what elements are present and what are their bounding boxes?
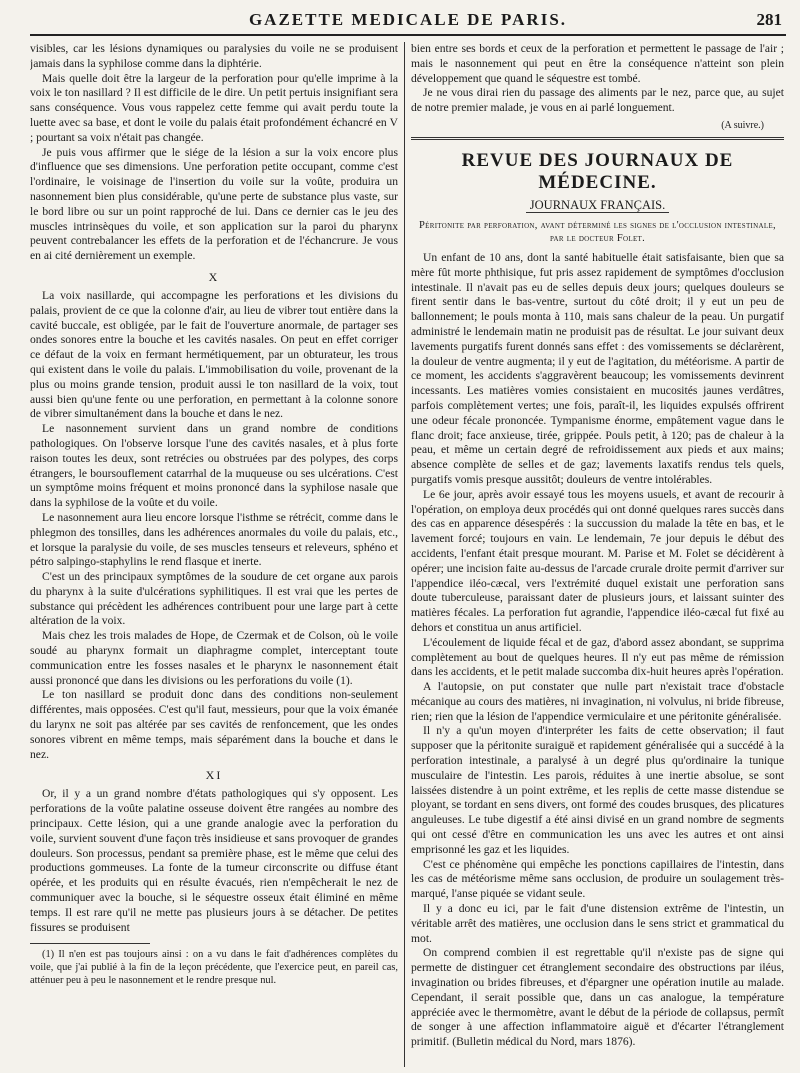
paragraph: Il y a donc eu ici, par le fait d'une distension extrême de l'intestin, un véritable arrêt des matières, une occlusion dans le sens strict et grammatical du mot. <box>411 902 784 945</box>
subsection-heading <box>411 198 784 213</box>
journal-title: GAZETTE MEDICALE DE PARIS. <box>248 10 568 29</box>
paragraph: Or, il y a un grand nombre d'états pathologiques qui s'y opposent. Les perforations de la voûte palatine osseuse doivent être rangées au nombre des principaux. Cette lésion, qui a une grande analogie avec la perforation du voile, survient souvent d'une façon très insidieuse et sans provoquer de grandes douleurs. Son processus, pendant sa première phase, est le même que celui des productions gommeuses. La fonte de la tumeur circonscrite ou diffuse étant opérée, et les produits qui en résulte évacués, rien n'empêcherait le nez de communiquer avec la bouche, si le séquestre osseux était éliminé en même temps. Il est rare qu'il ne mette pas plusieurs jours à se détacher. De petites fissures se produisent <box>30 787 398 934</box>
paragraph: Il n'y a qu'un moyen d'interpréter les faits de cette observation; il faut supposer que la péritonite suraiguë et rapidement généralisée qui a succédé à la perforation intestinale, a paralysé à un degré plus qu'ordinaire la tunique musculaire de l'intestin. Les parois, réduites à une inertie absolue, se sont laissées distendre à un point extrême, et les replis de cette masse distendue se ployant, se tordant en sens divers, ont formé des coudes brusques, des plicatures anguleuses. Le tube digestif a été ainsi divisé en un grand nombre de segments qui ont cessé d'être en communication les uns avec les autres et ont ainsi emprisonné les gaz et les liquides. <box>411 724 784 856</box>
section-number: XI <box>205 768 223 783</box>
paragraph: Le ton nasillard se produit donc dans des conditions non-seulement différentes, mais opposées. C'est qu'il faut, messieurs, pour que la voix émanée du larynx ne soit pas altérée par ses cavités de renfoncement, que les ondes sonores vibrent en même temps, mais séparément dans la bouche et dans le nez. <box>30 688 398 761</box>
article-title: Péritonite par perforation, avant déterminé les signes de l'occlusion intestinale, par le docteur Folet. <box>419 219 776 244</box>
paragraph: Un enfant de 10 ans, dont la santé habituelle était satisfaisante, bien que sa mère fût morte phthisique, fut pris assez rapidement de symptômes d'occlusion intestinale. Il n'avait pas eu de selles depuis deux jours; quelques douleurs se firent sentir dans le bas-ventre, surtout du côté droit; il y eut un peu de ballonnement; le pouls monta à 110, mais sans chaleur de la peau. Un purgatif administré le lendemain matin ne produisit pas de résultat. Le jour suivant deux lavements purgatifs furent donnés sans effet : des vomissements se déclarèrent, la douleur de ventre augmenta; il y eut de l'agitation, du météorisme. A partir de ce moment, les accidents s'aggravèrent beaucoup; les vomissements devinrent incessants. Les matières vomies consistaient en mucosités jaunes verdâtres, parfois complètement vertes; une fois, paraît-il, les liquides expulsés offrirent une odeur fécale prononcée. Tympanisme énorme, empâtement vague dans le flanc droit; face anxieuse, tirée, grippée. Pouls petit, à 120; pas de chaleur à la peau, et même un certain degré de refroidissement aux pieds et aux mains; absence complète de selles et de gaz; lavements laxatifs rendus tels quels, purgatifs vomis presque aussitôt; douleurs de ventre intolérables. <box>411 250 784 486</box>
page-number: 281 <box>756 10 782 29</box>
paragraph: Je puis vous affirmer que le siége de la lésion a sur la voix encore plus d'influence que ses dimensions. Une perforation petite occupant, comme c'est l'ordinaire, le voisinage de l'insertion du voile sur la voûte, produira un nasonnement bien plus considérable, qu'une perte de substance plus vaste, sur le bord libre ou sur un point rapproché de lui. Dans ce dernier cas le jeu des muscles intrinsèques du voile, et son application sur la paroi du pharynx peuvent contrebalancer les effets de la perforation et de l'échancrure. Je vous en ai cité dernièrement un exemple. <box>30 145 398 263</box>
paragraph: visibles, car les lésions dynamiques ou paralysies du voile ne se produisent jamais dans la syphilose comme dans la diphtérie. <box>30 42 398 70</box>
paragraph: Mais quelle doit être la largeur de la perforation pour qu'elle imprime à la voix le ton nasillard ? Il est difficile de le dire. Un petit pertuis insignifiant sera sans conséquence. Vous vous rappelez cette femme qui avait perdu toute la luette avec sa base, et dont le voile du palais était profondément échancré en V ; pourtant sa voix n'était pas changée. <box>30 71 398 144</box>
paragraph: bien entre ses bords et ceux de la perforation et permettent le passage de l'air ; mais le nasonnement qui peut en être la conséquence n'atteint son plein développement que quand le séquestre est tombé. <box>411 42 784 85</box>
text-columns <box>30 42 786 1073</box>
section-divider <box>411 137 784 140</box>
page-header <box>30 8 786 36</box>
paragraph: Le 6e jour, après avoir essayé tous les moyens usuels, et avant de recourir à l'opération, on employa deux procédés qui ont donné quelques rares succès dans des cas en apparence désespérés : la succussion du malade la tête en bas, et le lavement forcé; toujours en vain. Le lendemain, 7e jour depuis le début des accidents, l'enfant était presque mourant. M. Parise et M. Folet se décidèrent à opérer; une incision faite au-dessus de l'arcade crurale droite permit d'arriver sur l'appendice iléo-cæcal, vers l'extrémité duquel existait une perforation sans doute tuberculeuse, paraissant dater de plusieurs jours, et laissant suinter des matières fécales. La perforation fut agrandie, l'appendice iléo-cæcal fut fixé au dehors et constitua un anus artificiel. <box>411 487 784 634</box>
paragraph: Je ne vous dirai rien du passage des aliments par le nez, parce que, au sujet de notre premier malade, je vous en ai parlé longuement. <box>411 86 784 115</box>
footnote-divider <box>30 943 150 944</box>
footnote: (1) Il n'en est pas toujours ainsi : on a vu dans le fait d'adhérences complètes du voile, que j'ai publié à la fin de la leçon précédente, que l'exercice peut, en pareil cas, atténuer peu à peu le nasonnement et le rendre presque nul. <box>30 949 398 987</box>
paragraph: C'est un des principaux symptômes de la soudure de cet organe aux parois du pharynx à la suite d'ulcérations syphilitiques. Il est vrai que les pertes de substance qui précèdent les adhérences contribuent pour une large part à cette altération de la voix. <box>30 570 398 628</box>
column-divider <box>404 42 405 1067</box>
left-column <box>30 42 398 1073</box>
to-be-continued: (A suivre.) <box>721 119 764 131</box>
paragraph: L'écoulement de liquide fécal et de gaz, d'abord assez abondant, se supprima complètement au bout de quelques heures. Il n'y eut pas même de rémission dans les accidents, et le petit malade succomba dix-huit heures après l'opération. <box>411 635 784 679</box>
subsection-heading-text: JOURNAUX FRANÇAIS. <box>526 198 669 213</box>
section-number: X <box>208 269 220 284</box>
paragraph: Le nasonnement aura lieu encore lorsque l'isthme se rétrécit, comme dans le phlegmon des tonsilles, dans les adhérences anormales du voile du palais, etc., et lorsque la paralysie du voile, de ses muscles tenseurs et releveurs, sphéno et pétro salpingo-staphylins le rend flasque et inerte. <box>30 510 398 569</box>
right-column <box>411 42 784 1073</box>
paragraph: A l'autopsie, on put constater que nulle part n'existait trace d'obstacle mécanique au cours des matières, ni invagination, ni volvulus, ni bride fibreuse, rien; rien que la lésion de l'appendice vermiculaire et une péritonite généralisée. <box>411 680 784 723</box>
paragraph: La voix nasillarde, qui accompagne les perforations et les divisions du palais, provient de ce que la colonne d'air, au lieu de vibrer tout entière dans la cavité buccale, est obligée, par le fait de l'ouverture anormale, de partager ses ondes sonores entre la bouche et les cavités nasales. On peut en effet corriger ce défaut de la voix en fermant hermétiquement, par un obturateur, les trous qui existent dans le voile du palais. L'immobilisation du voile, provenant de la plus ou moins grande tension, produit aussi le ton nasillard de la voix, tout aussi bien qu'une fente ou une perforation, en permettant à la colonne sonore de vibrer simultanément dans la bouche et dans le nez. <box>30 288 398 421</box>
paragraph: On comprend combien il est regrettable qu'il n'existe pas de signe qui permette de distinguer cet étranglement secondaire des obstructions par iléus, invagination ou brides fibreuses, et d'épargner une opération inutile au malade. Cependant, il serait possible que, dans un cas analogue, la température appréciée avec le thermomètre, avant le début de la période de collapsus, permît de songer à une affection inflammatoire aiguë et d'écarter l'étranglement primitif. (Bulletin médical du Nord, mars 1876). <box>411 946 784 1049</box>
section-heading: REVUE DES JOURNAUX DE MÉDECINE. <box>461 149 734 193</box>
paragraph: Le nasonnement survient dans un grand nombre de conditions pathologiques. On l'observe lorsque l'une des cavités nasales, et à plus forte raison toutes les deux, sont retrécies ou obstruées par des polypes, des corps étrangers, le boursouflement catarrhal de la muqueuse ou ses ulcérations. C'est un symptôme moins fréquent et moins prononcé dans la syphilose nasale que dans la syphilose de la voûte et du voile. <box>30 422 398 510</box>
paragraph: C'est ce phénomène qui empêche les ponctions capillaires de l'intestin, dans les cas de météorisme même sans occlusion, de produire un soulagement très-marqué, l'anse piquée se vidant seule. <box>411 857 784 901</box>
paragraph: Mais chez les trois malades de Hope, de Czermak et de Colson, où le voile soudé au pharynx formait un diaphragme complet, interceptant toute communication entre les fosses nasales et le pharynx le nasonnement était aussi prononcé que dans les divisions ou les perforations du voile (1). <box>30 629 398 687</box>
